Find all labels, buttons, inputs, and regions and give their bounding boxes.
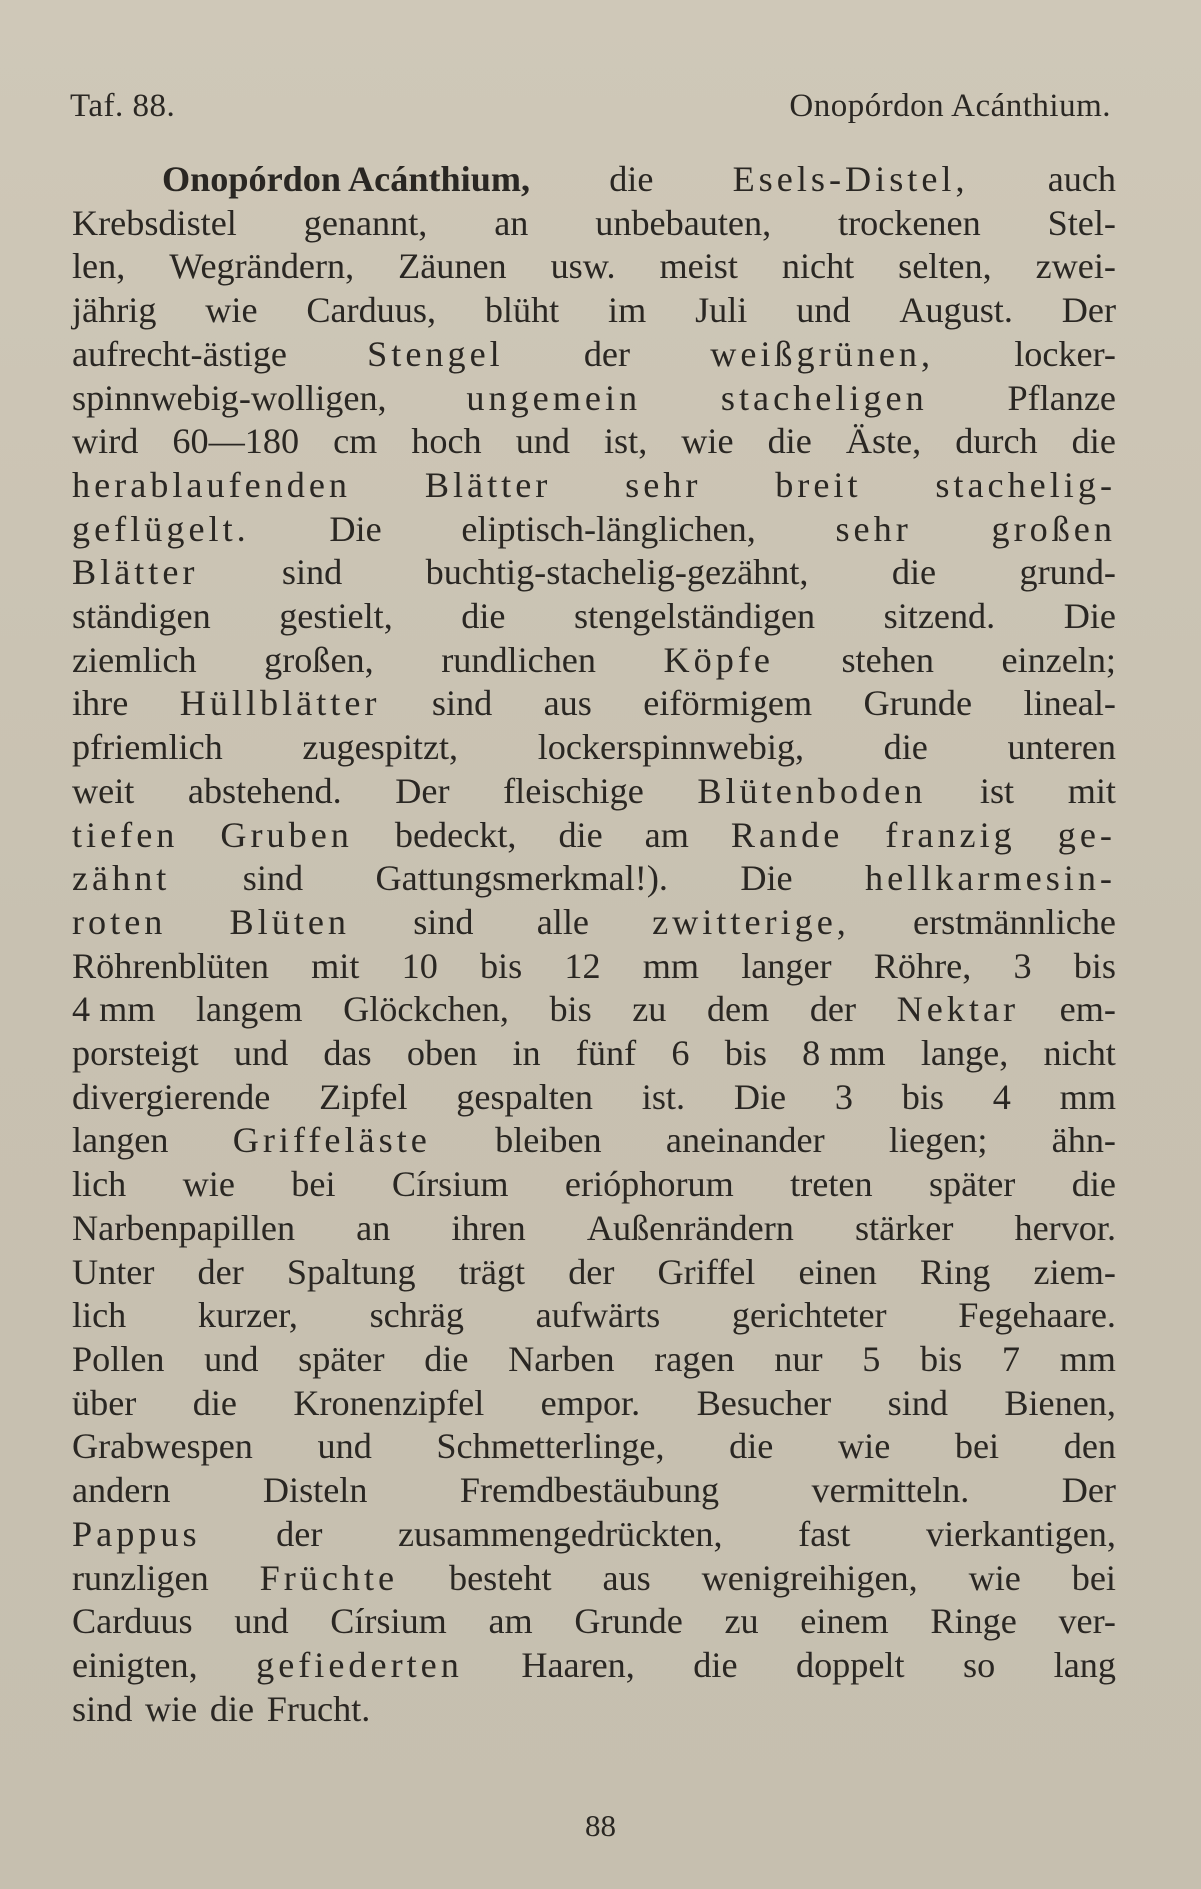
word: sind (281, 552, 343, 593)
word: Grabwespen (72, 1426, 253, 1467)
word: die (1071, 421, 1116, 462)
word: einigten, (72, 1644, 198, 1685)
word: später (928, 1164, 1016, 1205)
word: großen (991, 508, 1116, 549)
word: Stel- (1047, 202, 1116, 243)
word: aus (543, 683, 592, 724)
word: Stengel (367, 333, 504, 374)
word: wie (144, 1688, 198, 1729)
word: mm (1059, 1338, 1116, 1379)
word: wie (838, 1426, 891, 1467)
word: Círsium (391, 1164, 509, 1205)
word: stärker (854, 1207, 954, 1248)
word: und (204, 1338, 259, 1379)
word: Glöckchen, (343, 989, 509, 1030)
word: einem (800, 1601, 889, 1642)
word: sehr (835, 508, 912, 549)
word: Wegrändern, (169, 246, 355, 287)
word: bis (724, 1033, 767, 1074)
word: len, (72, 246, 126, 287)
word: Onopórdon Acánthium, (162, 159, 531, 199)
word: das (323, 1033, 372, 1074)
word: treten (790, 1164, 873, 1205)
text-line (72, 595, 1116, 639)
word: der (197, 1251, 244, 1292)
text-line (72, 333, 1116, 377)
word: eiförmigem (643, 683, 813, 724)
word: rundlichen (441, 639, 596, 680)
text-line (72, 1425, 1116, 1469)
word: nicht (1043, 1033, 1116, 1074)
word: buchtig-stachelig-gezähnt, (425, 552, 809, 593)
word: Hüllblätter (179, 683, 381, 724)
word: genannt, (303, 202, 428, 243)
word: der (568, 1251, 615, 1292)
word: lineal- (1023, 683, 1116, 724)
word: fünf (575, 1033, 637, 1074)
word: Der (395, 770, 450, 811)
word: pfriemlich (72, 727, 223, 768)
word: ziem- (1033, 1251, 1116, 1292)
word: Fremdbestäubung (459, 1470, 720, 1511)
word: Früchte (259, 1557, 399, 1598)
word: tiefen (72, 814, 179, 855)
word: Außenrändern (586, 1207, 794, 1248)
word: locker- (1014, 333, 1116, 374)
word: 4 (992, 1076, 1011, 1117)
word: langen (72, 1120, 169, 1161)
word: Disteln (262, 1470, 368, 1511)
word: Blätter (72, 552, 199, 593)
word: Círsium (330, 1601, 447, 1642)
word: mm (642, 945, 700, 986)
word: geflügelt. (72, 508, 250, 549)
word: Besucher (696, 1382, 832, 1423)
word: aneinander (665, 1120, 825, 1161)
word: und (234, 1601, 289, 1642)
word: 60—180 (172, 421, 300, 462)
word: über (72, 1382, 137, 1423)
word: kurzer, (197, 1295, 298, 1336)
page-header (70, 88, 1111, 125)
word: ziemlich (72, 639, 197, 680)
word: die (209, 1688, 255, 1729)
word: fast (798, 1513, 851, 1554)
word: Pflanze (1007, 377, 1116, 418)
word: Gruben (220, 814, 353, 855)
word: langer (741, 945, 832, 986)
word: in (512, 1033, 541, 1074)
word: ihre (72, 683, 129, 724)
word: lang (1053, 1644, 1116, 1685)
text-line (72, 289, 1116, 333)
word: Zäunen (398, 246, 507, 287)
word: der (583, 333, 631, 374)
text-line (72, 945, 1116, 989)
word: wird (72, 421, 139, 462)
text-line (72, 639, 1116, 683)
word: gespalten (456, 1076, 593, 1117)
word: unbebauten, (595, 202, 772, 243)
text-line (72, 377, 1116, 421)
word: die (609, 159, 654, 199)
word: Unter (72, 1251, 155, 1292)
word: und (317, 1426, 372, 1467)
word: mit (311, 945, 360, 986)
word: stachelig- (935, 464, 1116, 505)
word: 8 mm (802, 1033, 886, 1074)
word: alle (536, 901, 589, 942)
word: die (767, 421, 812, 462)
text-line (72, 1119, 1116, 1163)
text-line (72, 464, 1116, 508)
word: die (1071, 1164, 1116, 1205)
word: vermitteln. (811, 1470, 970, 1511)
word: Der (1061, 290, 1116, 331)
word: ständigen (72, 596, 211, 637)
word: am (644, 814, 689, 855)
word: aufwärts (535, 1295, 661, 1336)
word: 4 mm (72, 989, 156, 1030)
text-line (72, 682, 1116, 726)
word: Rande (730, 814, 844, 855)
word: ihren (451, 1207, 526, 1248)
word: der (809, 989, 857, 1030)
text-line (72, 1644, 1116, 1688)
word: zugespitzt, (302, 727, 459, 768)
word: bis (919, 1338, 963, 1379)
page-number: 88 (585, 1808, 616, 1843)
word: Die (733, 1076, 787, 1117)
word: wie (205, 290, 258, 331)
text-line (72, 420, 1116, 464)
text-line (72, 1557, 1116, 1601)
text-line (72, 770, 1116, 814)
word: besteht (449, 1557, 552, 1598)
word: einzeln; (1001, 639, 1116, 680)
word: Kronenzipfel (293, 1382, 485, 1423)
word: divergierende (72, 1076, 271, 1117)
word: Köpfe (663, 639, 774, 680)
word: herablaufenden (72, 464, 352, 505)
word: so (963, 1644, 996, 1685)
word: sind (431, 683, 493, 724)
word: an (356, 1207, 391, 1248)
word: grund- (1019, 552, 1116, 593)
word: wie (968, 1557, 1021, 1598)
word: lockerspinnwebig, (537, 727, 805, 768)
word: die (424, 1338, 469, 1379)
word: bei (291, 1164, 336, 1205)
word: Die (740, 858, 793, 899)
word: Bienen, (1004, 1382, 1116, 1423)
word: hoch (411, 421, 482, 462)
word: die (558, 814, 603, 855)
word: spinnwebig-wolligen, (72, 377, 387, 418)
word: sind (242, 858, 304, 899)
text-line (72, 1469, 1116, 1513)
word: ungemein (466, 377, 642, 418)
word: Griffel (657, 1251, 756, 1292)
word: wie (681, 421, 734, 462)
word: Krebsdistel (72, 202, 237, 243)
word: hervor. (1014, 1207, 1116, 1248)
word: gerichteter (731, 1295, 887, 1336)
word: wenigreihigen, (701, 1557, 918, 1598)
word: August. (899, 290, 1013, 331)
word: aus (602, 1557, 651, 1598)
text-line (72, 814, 1116, 858)
word: vierkantigen, (926, 1513, 1116, 1554)
word: sind (887, 1382, 948, 1423)
word: bis (479, 945, 523, 986)
word: zwei- (1035, 246, 1116, 287)
word: am (488, 1601, 533, 1642)
text-line (72, 202, 1116, 246)
word: und (515, 421, 570, 462)
word: bedeckt, (394, 814, 517, 855)
word: mm (1059, 1076, 1116, 1117)
word: Fegehaare. (958, 1295, 1116, 1336)
word: bleiben (495, 1120, 602, 1161)
word: Ring (920, 1251, 991, 1292)
word: sitzend. (883, 596, 996, 637)
word: zu (632, 989, 667, 1030)
word: an (494, 202, 529, 243)
word: bei (1071, 1557, 1116, 1598)
word: auch (1047, 159, 1116, 199)
word: porsteigt (72, 1033, 199, 1074)
word: 5 (862, 1338, 881, 1379)
text-line (72, 508, 1116, 552)
word: Carduus (72, 1601, 193, 1642)
word: Die (329, 508, 382, 549)
word: aufrecht-ästige (72, 333, 287, 374)
text-line (72, 857, 1116, 901)
word: roten (72, 901, 167, 942)
word: der (276, 1513, 323, 1554)
text-line (72, 726, 1116, 770)
word: die (693, 1644, 738, 1685)
word: Schmetterlinge, (436, 1426, 665, 1467)
word: Nektar (896, 989, 1020, 1030)
word: Röhrenblüten (72, 945, 269, 986)
word: erióphorum (564, 1164, 734, 1205)
text-line (72, 1600, 1116, 1644)
word: Narbenpapillen (72, 1207, 296, 1248)
word: Griffeläste (232, 1120, 431, 1161)
word: gestielt, (279, 596, 393, 637)
word: stengelständigen (573, 596, 816, 637)
word: Äste, (845, 421, 922, 462)
word: liegen; (888, 1120, 988, 1161)
word: Gattungsmerkmal!). (375, 858, 668, 899)
word: Carduus, (306, 290, 436, 331)
word: bis (549, 989, 592, 1030)
word: ist. (641, 1076, 686, 1117)
word: Pappus (72, 1513, 201, 1554)
word: jährig (72, 290, 157, 331)
text-line (72, 988, 1116, 1032)
word: bis (901, 1076, 944, 1117)
text-line (72, 1688, 1116, 1732)
word: mit (1067, 770, 1116, 811)
word: Grunde (863, 683, 973, 724)
word: empor. (540, 1382, 641, 1423)
word: weißgrünen, (710, 333, 935, 374)
word: Haaren, (521, 1644, 635, 1685)
word: ist (979, 770, 1015, 811)
word: lich (72, 1164, 127, 1205)
word: 7 (1001, 1338, 1020, 1379)
word: im (608, 290, 647, 331)
word: selten, (898, 246, 992, 287)
word: 10 (401, 945, 438, 986)
word: Pollen (72, 1338, 165, 1379)
word: durch (955, 421, 1038, 462)
word: Blüten (229, 901, 351, 942)
word: stacheligen (720, 377, 928, 418)
text-line (72, 245, 1116, 289)
word: Blätter (424, 464, 552, 505)
word: erstmännliche (913, 901, 1116, 942)
word: sind (72, 1688, 133, 1729)
word: die (461, 596, 506, 637)
word: die (891, 552, 937, 593)
text-line (72, 1163, 1116, 1207)
text-line (72, 1382, 1116, 1426)
word: nicht (781, 246, 855, 287)
word: zu (724, 1601, 759, 1642)
word: den (1063, 1426, 1116, 1467)
word: einen (798, 1251, 877, 1292)
word: 6 (671, 1033, 690, 1074)
word: und (233, 1033, 289, 1074)
word: bei (954, 1426, 1000, 1467)
word: stehen (841, 639, 934, 680)
word: breit (775, 464, 862, 505)
word: Zipfel (319, 1076, 408, 1117)
word: weit (72, 770, 135, 811)
word: bis (1073, 945, 1116, 986)
word: Frucht. (266, 1688, 371, 1729)
word: Juli (695, 290, 748, 331)
word: und (796, 290, 851, 331)
word: meist (659, 246, 738, 287)
word: cm (333, 421, 378, 462)
word: schräg (369, 1295, 465, 1336)
word: abstehend. (187, 770, 342, 811)
word: usw. (550, 246, 616, 287)
text-line (72, 158, 1116, 202)
word: sind (413, 901, 474, 942)
word: lange, (920, 1033, 1009, 1074)
word: die (883, 727, 928, 768)
text-line (72, 1294, 1116, 1338)
word: ver- (1058, 1601, 1116, 1642)
word: wie (182, 1164, 235, 1205)
word: unteren (1007, 727, 1116, 768)
word: Blütenboden (697, 770, 927, 811)
word: 3 (1013, 945, 1032, 986)
word: Die (1063, 596, 1116, 637)
text-line (72, 1251, 1116, 1295)
word: die (729, 1426, 774, 1467)
word: gefiederten (256, 1644, 463, 1685)
word: ragen (654, 1338, 735, 1379)
word: Spaltung (286, 1251, 416, 1292)
text-line (72, 901, 1116, 945)
word: Der (1061, 1470, 1116, 1511)
word: runzligen (72, 1557, 209, 1598)
word: später (298, 1338, 385, 1379)
word: Ringe (930, 1601, 1017, 1642)
word: ist, (604, 421, 648, 462)
word: doppelt (795, 1644, 905, 1685)
plate-number: Taf. 88. (70, 88, 176, 124)
word: Grunde (574, 1601, 683, 1642)
word: ge- (1057, 814, 1116, 855)
word: 12 (564, 945, 601, 986)
word: nur (774, 1338, 823, 1379)
word: oben (406, 1033, 478, 1074)
word: em- (1059, 989, 1116, 1030)
word: 3 (834, 1076, 853, 1117)
word: hellkarmesin- (865, 858, 1116, 899)
text-line (72, 1513, 1116, 1557)
word: langem (196, 989, 303, 1030)
word: dem (706, 989, 770, 1030)
body-paragraph (72, 158, 1116, 1731)
text-line (72, 1032, 1116, 1076)
text-line (72, 1338, 1116, 1382)
word: sehr (625, 464, 702, 505)
running-title: Onopórdon Acánthium. (789, 88, 1111, 124)
word: zwitterige, (652, 901, 850, 942)
word: lich (72, 1295, 127, 1336)
word: eliptisch-länglichen, (461, 508, 756, 549)
text-line (72, 1207, 1116, 1251)
word: blüht (484, 290, 560, 331)
word: trägt (458, 1251, 526, 1292)
word: ähn- (1051, 1120, 1116, 1161)
word: fleischige (503, 770, 644, 811)
word: zähnt (72, 858, 171, 899)
word: zusammengedrückten, (398, 1513, 723, 1554)
word: franzig (885, 814, 1016, 855)
word: trockenen (838, 202, 981, 243)
word: Röhre, (873, 945, 972, 986)
text-line (72, 1076, 1116, 1120)
word: Narben (508, 1338, 615, 1379)
word: die (192, 1382, 237, 1423)
word: großen, (264, 639, 374, 680)
word: Esels-Distel, (732, 159, 969, 199)
text-line (72, 551, 1116, 595)
word: andern (72, 1470, 171, 1511)
